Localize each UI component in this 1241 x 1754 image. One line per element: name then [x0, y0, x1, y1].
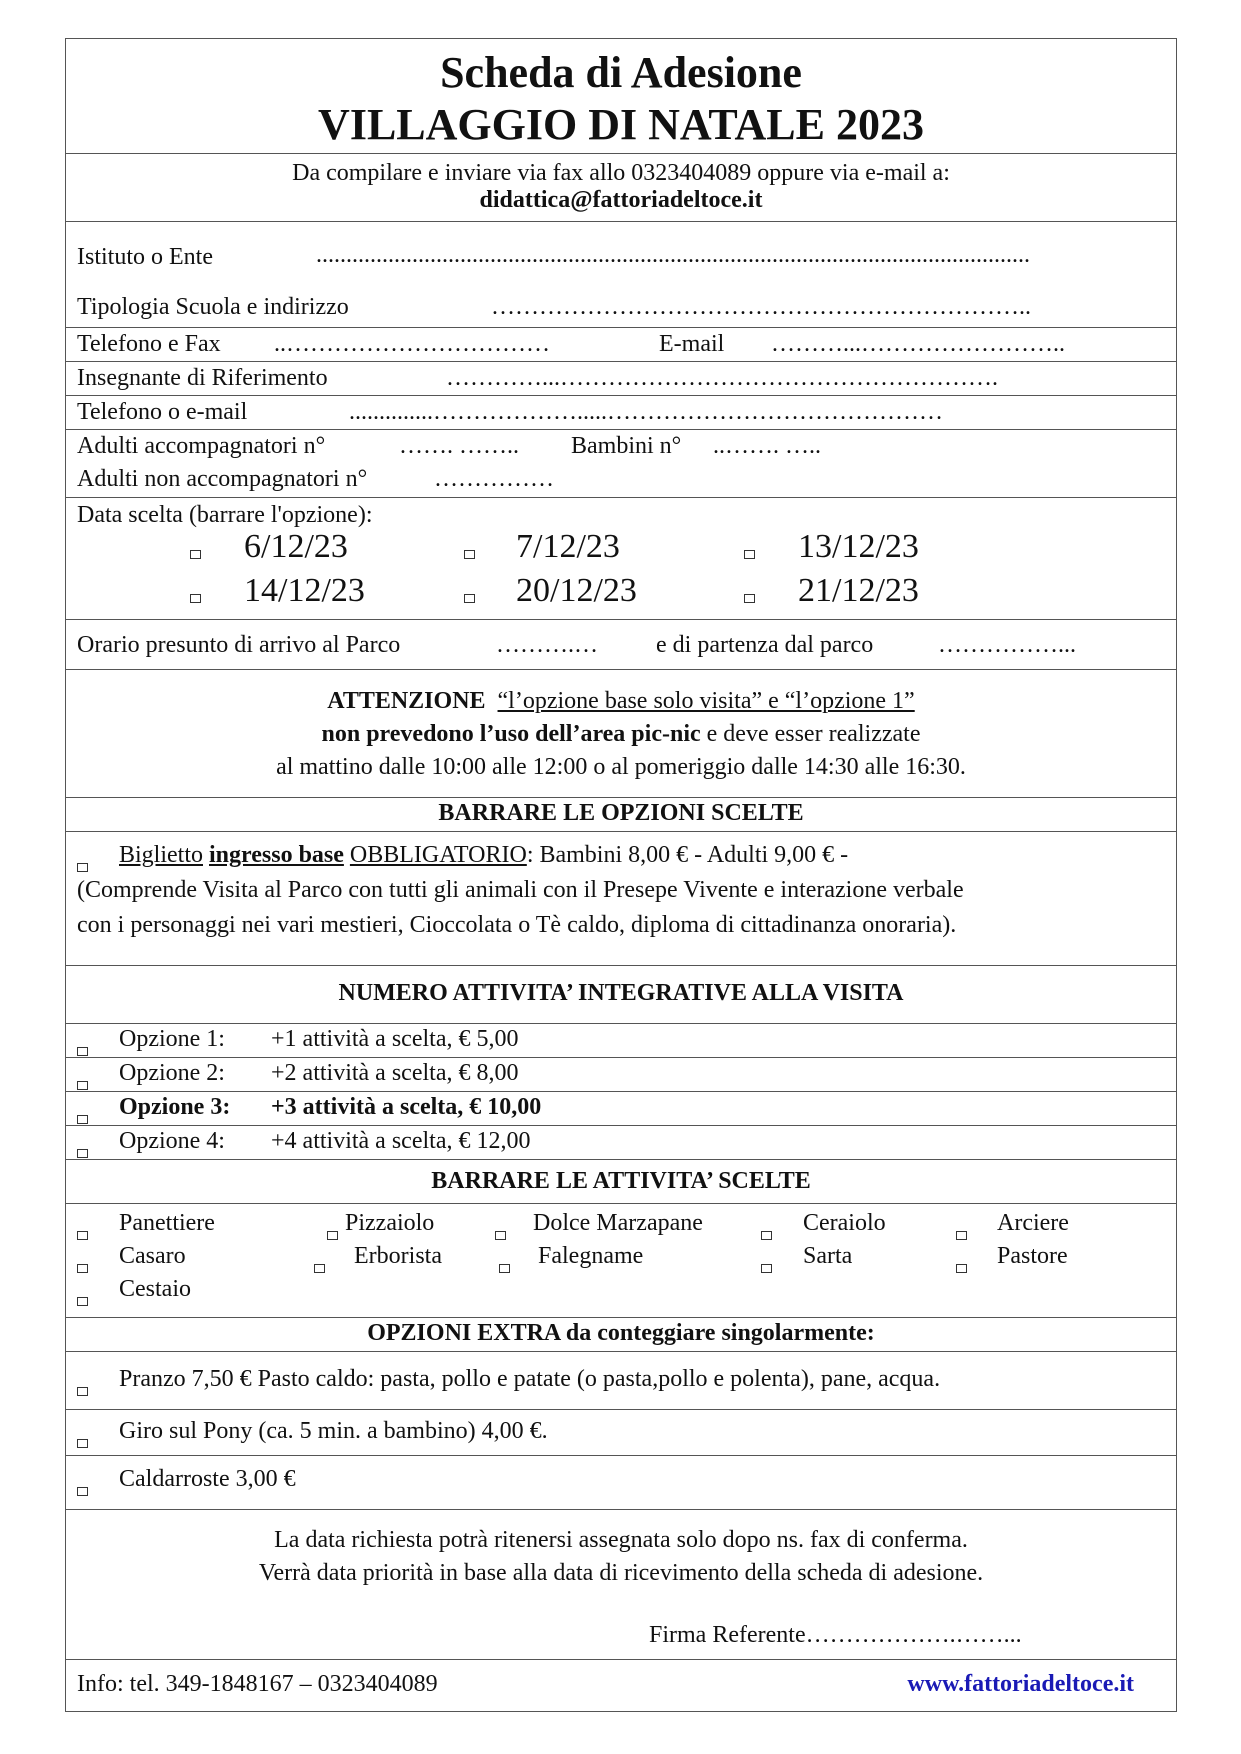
- option-name: Opzione 4:: [119, 1128, 225, 1154]
- extra-row[interactable]: [66, 1455, 1176, 1509]
- date-4: 14/12/23: [244, 572, 365, 609]
- field-telefono-email[interactable]: [66, 395, 1176, 429]
- form-frame: [65, 38, 1177, 1712]
- activity-checkbox[interactable]: [495, 1220, 506, 1247]
- option-desc: +1 attività a scelta, € 5,00: [271, 1026, 519, 1052]
- attention-word: ATTENZIONE: [327, 688, 486, 714]
- attention-hours: al mattino dalle 10:00 alle 12:00 o al pomeriggio dalle 14:30 alle 16:30.: [276, 754, 966, 780]
- activity-item: Arciere: [997, 1210, 1069, 1236]
- insegnante-dots: …………...……………………………………………….: [446, 365, 998, 391]
- ticket-desc-2: con i personaggi nei vari mestieri, Cioccolata o Tè caldo, diploma di cittadinanza onoraria).: [77, 912, 957, 938]
- option-row[interactable]: [66, 1091, 1176, 1125]
- email-dots: ………...……………………..: [771, 331, 1065, 357]
- extra-header: OPZIONI EXTRA da conteggiare singolarmente:: [66, 1317, 1176, 1351]
- ticket-word: Biglietto: [119, 842, 203, 868]
- date-checkbox-5[interactable]: [464, 590, 475, 608]
- extra-row[interactable]: [66, 1351, 1176, 1409]
- extra-item: Giro sul Pony (ca. 5 min. a bambino) 4,00 €.: [119, 1418, 548, 1444]
- date-6: 21/12/23: [798, 572, 919, 609]
- date-checkbox-1[interactable]: [190, 546, 201, 564]
- form-title: Scheda di Adesione: [440, 48, 802, 97]
- extra-checkbox[interactable]: [77, 1476, 88, 1503]
- activity-item: Cestaio: [119, 1276, 191, 1302]
- event-title: VILLAGGIO DI NATALE 2023: [318, 100, 924, 149]
- email-label: E-mail: [659, 331, 725, 357]
- extra-item: Pranzo 7,50 € Pasto caldo: pasta, pollo e patate (o pasta,pollo e polenta), pane, acqua.: [119, 1366, 941, 1392]
- istituto-dots: .......................................................................................................................: [316, 242, 1030, 268]
- activity-checkbox[interactable]: [499, 1253, 510, 1280]
- activity-checkbox[interactable]: [956, 1253, 967, 1280]
- activity-checkbox[interactable]: [77, 1286, 88, 1313]
- adulti-non-dots: ……………: [434, 466, 554, 492]
- arrivo-dots: ……….…: [496, 632, 598, 658]
- partenza-label: e di partenza dal parco: [656, 632, 874, 658]
- date-checkbox-6[interactable]: [744, 590, 755, 608]
- instructions: [66, 153, 1176, 221]
- option-name: Opzione 2:: [119, 1060, 225, 1086]
- date-checkbox-3[interactable]: [744, 546, 755, 564]
- title-block: [66, 39, 1176, 153]
- field-telefono-fax[interactable]: [66, 327, 1176, 361]
- activity-checkbox[interactable]: [314, 1253, 325, 1280]
- note-line-2: Verrà data priorità in base alla data di ricevimento della scheda di adesione.: [258, 1560, 984, 1586]
- activity-checkbox[interactable]: [956, 1220, 967, 1247]
- opzioni-header: BARRARE LE OPZIONI SCELTE: [66, 797, 1176, 831]
- adulti-non-label: Adulti non accompagnatori n°: [77, 466, 368, 492]
- instructions-text: Da compilare e inviare via fax allo 0323404089 oppure via e-mail a:: [292, 160, 950, 186]
- date-2: 7/12/23: [516, 528, 620, 565]
- activity-item: Sarta: [803, 1243, 853, 1269]
- numero-header: NUMERO ATTIVITA’ INTEGRATIVE ALLA VISITA: [66, 965, 1176, 1023]
- option-desc: +2 attività a scelta, € 8,00: [271, 1060, 519, 1086]
- activity-item: Falegname: [538, 1243, 644, 1269]
- activity-checkbox[interactable]: [77, 1253, 88, 1280]
- option-row[interactable]: [66, 1057, 1176, 1091]
- tipologia-label: Tipologia Scuola e indirizzo: [77, 294, 349, 320]
- adulti-label: Adulti accompagnatori n°: [77, 433, 326, 459]
- field-orario[interactable]: [66, 619, 1176, 669]
- adulti-dots: ……. ……..: [399, 433, 519, 459]
- option-row[interactable]: [66, 1125, 1176, 1159]
- telefono-email-label: Telefono o e-mail: [77, 399, 248, 425]
- istituto-label: Istituto o Ente: [77, 244, 213, 270]
- activity-item: Ceraiolo: [803, 1210, 886, 1236]
- extra-checkbox[interactable]: [77, 1428, 88, 1455]
- attention-picnic: non prevedono l’uso dell’area pic-nic: [321, 721, 701, 747]
- date-checkbox-2[interactable]: [464, 546, 475, 564]
- activity-item: Erborista: [354, 1243, 442, 1269]
- info-row: [66, 1659, 1176, 1713]
- field-adulti[interactable]: [66, 429, 1176, 497]
- telefono-fax-label: Telefono e Fax: [77, 331, 221, 357]
- ticket-desc-1: (Comprende Visita al Parco con tutti gli animali con il Presepe Vivente e interazione verbale: [77, 877, 964, 903]
- ticket-section: [66, 831, 1176, 965]
- option-name: Opzione 1:: [119, 1026, 225, 1052]
- activity-checkbox[interactable]: [77, 1220, 88, 1247]
- extra-checkbox[interactable]: [77, 1376, 88, 1403]
- contact-email[interactable]: didattica@fattoriadeltoce.it: [479, 187, 763, 213]
- bambini-label: Bambini n°: [571, 433, 682, 459]
- partenza-dots: ……………...: [938, 632, 1076, 658]
- insegnante-label: Insegnante di Riferimento: [77, 365, 328, 391]
- ticket-mandatory: OBBLIGATORIO: [349, 842, 527, 868]
- activities-grid: [66, 1203, 1176, 1317]
- activity-item: Panettiere: [119, 1210, 215, 1236]
- dates-section: [66, 497, 1176, 619]
- attention-rest: e deve esser realizzate: [706, 721, 921, 747]
- attention-underlined: “l’opzione base solo visita” e “l’opzione 1”: [497, 688, 915, 714]
- activity-item: Pastore: [997, 1243, 1068, 1269]
- option-row[interactable]: [66, 1023, 1176, 1057]
- ticket-prices: : Bambini 8,00 € - Adulti 9,00 € -: [526, 842, 849, 868]
- extra-row[interactable]: [66, 1409, 1176, 1455]
- field-istituto[interactable]: [66, 221, 1176, 327]
- confirmation-note: [66, 1509, 1176, 1659]
- ticket-base: ingresso base: [209, 842, 344, 868]
- ticket-checkbox[interactable]: [77, 852, 88, 879]
- date-checkbox-4[interactable]: [190, 590, 201, 608]
- date-1: 6/12/23: [244, 528, 348, 565]
- activity-checkbox[interactable]: [327, 1220, 338, 1247]
- arrivo-label: Orario presunto di arrivo al Parco: [77, 632, 401, 658]
- attivita-header: BARRARE LE ATTIVITA’ SCELTE: [66, 1159, 1176, 1203]
- option-desc: +4 attività a scelta, € 12,00: [271, 1128, 531, 1154]
- activity-item: Pizzaiolo: [345, 1210, 435, 1236]
- telefono-email-dots: ..............……………….....……………………………………: [349, 399, 943, 425]
- note-line-1: La data richiesta potrà ritenersi assegnata solo dopo ns. fax di conferma.: [274, 1527, 968, 1553]
- activity-checkbox[interactable]: [761, 1220, 772, 1247]
- website-link[interactable]: www.fattoriadeltoce.it: [907, 1671, 1134, 1697]
- info-phone: Info: tel. 349-1848167 – 0323404089: [77, 1671, 438, 1697]
- option-desc: +3 attività a scelta, € 10,00: [271, 1094, 542, 1120]
- signature-field[interactable]: Firma Referente……………….……...: [649, 1622, 1022, 1648]
- activity-item: Casaro: [119, 1243, 186, 1269]
- date-5: 20/12/23: [516, 572, 637, 609]
- dates-label: Data scelta (barrare l'opzione):: [77, 502, 373, 528]
- attention-notice: [66, 669, 1176, 797]
- telefono-fax-dots: ..……………………………: [274, 331, 550, 357]
- option-name: Opzione 3:: [119, 1094, 231, 1120]
- bambini-dots: ..……. …..: [713, 433, 821, 459]
- tipologia-dots: …………………………………………………………..: [491, 294, 1031, 320]
- activity-item: Dolce Marzapane: [533, 1210, 703, 1236]
- date-3: 13/12/23: [798, 528, 919, 565]
- extra-item: Caldarroste 3,00 €: [119, 1466, 296, 1492]
- field-insegnante[interactable]: [66, 361, 1176, 395]
- activity-checkbox[interactable]: [761, 1253, 772, 1280]
